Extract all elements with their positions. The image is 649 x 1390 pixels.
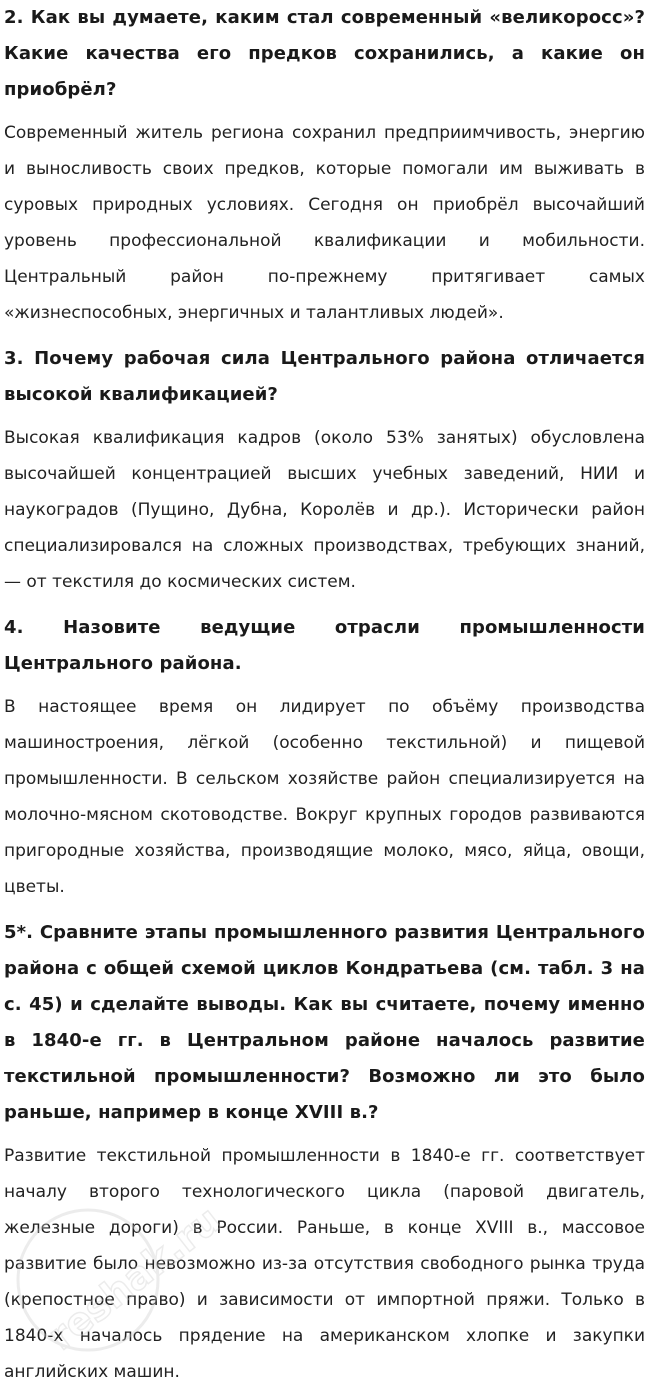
question-2: 2. Как вы думаете, каким стал современный «великоросс»? Какие качества его предков сохранились, а какие он приобрёл? xyxy=(4,7,645,100)
answer-4: В настоящее время он лидирует по объёму производства машиностроения, лёгкой (особенно текстильной) и пищевой промышленности. В сельском хозяйстве район специализируется на молочно-мясном скотоводстве. Вокруг крупных городов развиваются пригородные хозяйства, производящие молоко, мясо, яйца, овощи, цветы. xyxy=(4,697,645,897)
question-5: 5*. Сравните этапы промышленного развития Центрального района с общей схемой циклов Кондратьева (см. табл. 3 на с. 45) и сделайте выводы. Как вы считаете, почему именно в 1840-е гг. в Центральном районе началось развитие текстильной промышленности? Возможно ли это было раньше, например в конце XVIII в.? xyxy=(4,922,645,1123)
question-4: 4. Назовите ведущие отрасли промышленности Центрального района. xyxy=(4,617,645,674)
question-3: 3. Почему рабочая сила Центрального района отличается высокой квалификацией? xyxy=(4,348,645,405)
answer-5: Развитие текстильной промышленности в 1840-е гг. соответствует началу второго технологического цикла (паровой двигатель, железные дороги) в России. Раньше, в конце XVIII в., массовое развитие было невозможно из-за отсутствия свободного рынка труда (крепостное право) и зависимости от импортной пряжи. Только в 1840-х началось прядение на американском хлопке и закупки английских машин. xyxy=(4,1146,645,1382)
answer-3: Высокая квалификация кадров (около 53% занятых) обусловлена высочайшей концентрацией высших учебных заведений, НИИ и наукоградов (Пущино, Дубна, Королёв и др.). Исторически район специализировался на сложных производствах, требующих знаний, — от текстиля до космических систем. xyxy=(4,428,645,592)
answer-2: Современный житель региона сохранил предприимчивость, энергию и выносливость своих предков, которые помогали им выживать в суровых природных условиях. Сегодня он приобрёл высочайший уровень профессиональной квалификации и мобильности. Центральный район по-прежнему притягивает самых «жизнеспособных, энергичных и талантливых людей». xyxy=(4,123,645,323)
watermark-text: reshak.ru xyxy=(39,1197,229,1359)
